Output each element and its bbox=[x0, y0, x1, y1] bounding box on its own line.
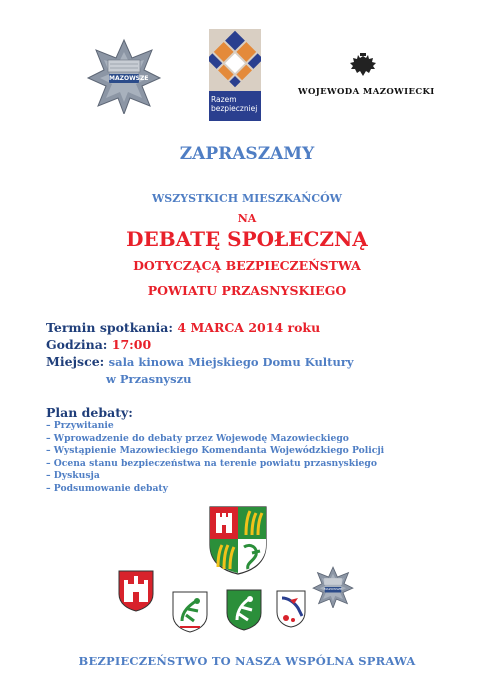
list-item: – Przywitanie bbox=[46, 420, 114, 431]
list-item: – Wprowadzenie do debaty przez Wojewodę Mazowieckiego bbox=[46, 432, 349, 444]
list-item: – Ocena stanu bezpieczeństwa na terenie powiatu przasnyskiego bbox=[46, 457, 377, 469]
footer-slogan: BEZPIECZEŃSTWO TO NASZA WSPÓLNA SPRAWA bbox=[78, 654, 416, 668]
place-value-1: sala kinowa Miejskiego Domu Kultury bbox=[108, 355, 354, 369]
date-row bbox=[46, 320, 320, 336]
place-row bbox=[46, 354, 354, 370]
powiat-coat-of-arms bbox=[208, 505, 268, 575]
invite-heading: ZAPRASZAMY bbox=[179, 144, 315, 164]
time-label: Godzina: bbox=[46, 337, 108, 352]
bird-icon bbox=[276, 590, 306, 628]
gmina-coat-of-arms-2 bbox=[226, 589, 262, 631]
residents-line: WSZYSTKICH MIESZKAŃCÓW bbox=[151, 192, 343, 205]
razem-logo-text: Razem bezpieczniej bbox=[211, 95, 258, 113]
griffin-icon bbox=[172, 591, 208, 633]
eagle-icon bbox=[346, 52, 380, 82]
plan-heading: Plan debaty: bbox=[46, 405, 133, 420]
time-row bbox=[46, 337, 151, 353]
razem-bezpieczniej-logo bbox=[209, 29, 261, 121]
police-badge-text: MAZOWSZE bbox=[109, 75, 149, 82]
small-badge-text: MAZOWSZE bbox=[324, 587, 342, 591]
polish-eagle-emblem bbox=[346, 52, 380, 82]
list-item: – Podsumowanie debaty bbox=[46, 482, 169, 494]
wojewoda-label: WOJEWODA MAZOWIECKI bbox=[298, 87, 435, 97]
list-item: – Wystąpienie Mazowieckiego Komendanta Wojewódzkiego Policji bbox=[46, 445, 385, 457]
date-label: Termin spotkania: bbox=[46, 320, 174, 335]
debate-title: DEBATĘ SPOŁECZNĄ bbox=[126, 227, 368, 251]
list-item: – Dyskusja bbox=[46, 470, 100, 482]
woven-squares-icon bbox=[209, 29, 261, 91]
place-value-2: w Przasnyszu bbox=[106, 372, 192, 386]
castle-icon bbox=[118, 570, 154, 612]
green-griffin-icon bbox=[226, 589, 262, 631]
place-label: Miejsce: bbox=[46, 354, 105, 369]
na-line: NA bbox=[237, 212, 257, 225]
topic-line-1: DOTYCZĄCĄ BEZPIECZEŃSTWA bbox=[133, 258, 361, 273]
topic-line-2: POWIATU PRZASNYSKIEGO bbox=[147, 283, 347, 298]
gmina-coat-of-arms-3 bbox=[276, 590, 306, 628]
przasnysz-coat-of-arms bbox=[118, 570, 154, 612]
time-value: 17:00 bbox=[111, 337, 152, 352]
gmina-coat-of-arms-1 bbox=[172, 591, 208, 633]
small-police-badge bbox=[312, 566, 354, 608]
shield-icon bbox=[208, 505, 268, 575]
plan-list bbox=[46, 420, 384, 496]
police-badge-logo bbox=[86, 38, 162, 114]
date-value: 4 MARCA 2014 roku bbox=[177, 320, 321, 335]
